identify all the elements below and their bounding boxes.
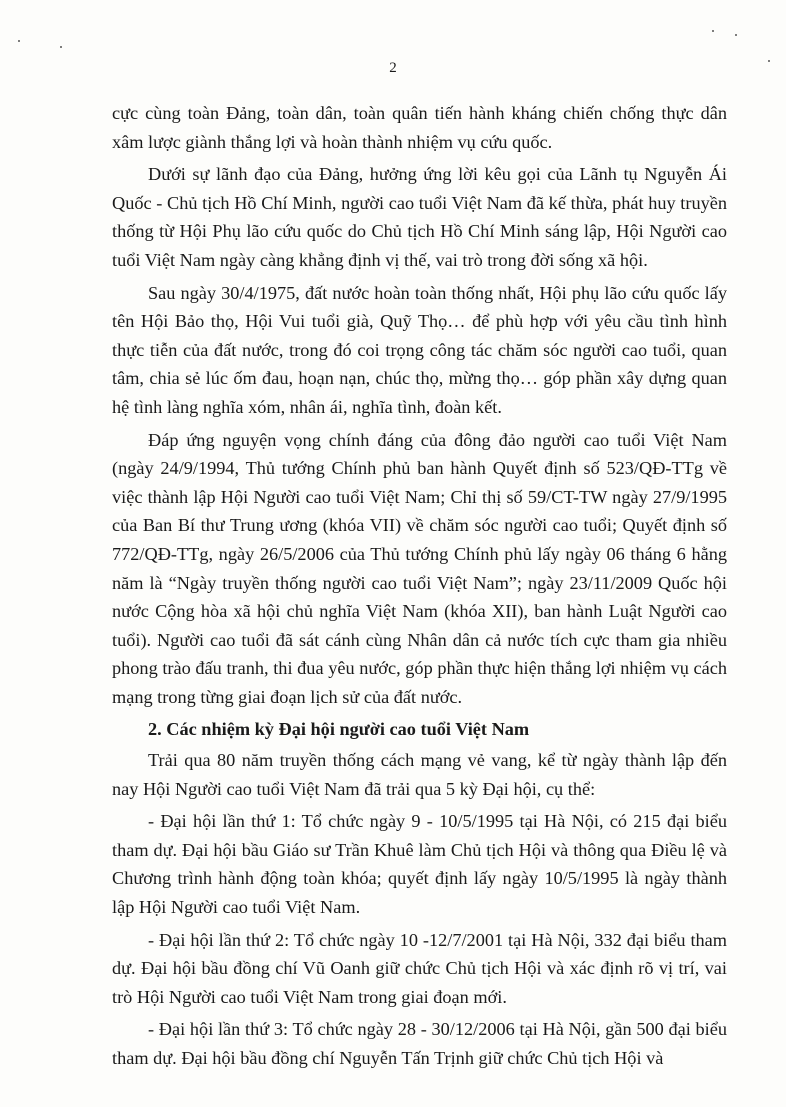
paragraph: Sau ngày 30/4/1975, đất nước hoàn toàn thống nhất, Hội phụ lão cứu quốc lấy tên Hội Bảo thọ, Hội Vui tuổi già, Quỹ Thọ… để phù hợp với yêu cầu tình hình thực tiễn của đất nước, trong đó coi trọng công tác chăm sóc người cao tuổi, quan tâm, chia sẻ lúc ốm đau, hoạn nạn, chúc thọ, mừng thọ… góp phần xây dựng quan hệ tình làng nghĩa xóm, nhân ái, nghĩa tình, đoàn kết. [112,282,727,417]
document-body [112,99,727,1077]
list-item: - Đại hội lần thứ 3: Tổ chức ngày 28 - 30/12/2006 tại Hà Nội, gần 500 đại biểu tham dự. Đại hội bầu đồng chí Nguyễn Tấn Trịnh giữ chức Chủ tịch Hội và [112,1019,727,1068]
paragraph: Dưới sự lãnh đạo của Đảng, hưởng ứng lời kêu gọi của Lãnh tụ Nguyễn Ái Quốc - Chủ tịch Hồ Chí Minh, người cao tuổi Việt Nam đã kế thừa, phát huy truyền thống từ Hội Phụ lão cứu quốc do Chủ tịch Hồ Chí Minh sáng lập, Hội Người cao tuổi Việt Nam ngày càng khẳng định vị thế, vai trò trong đời sống xã hội. [112,164,727,270]
paragraph: Đáp ứng nguyện vọng chính đáng của đông đảo người cao tuổi Việt Nam (ngày 24/9/1994, Thủ tướng Chính phủ ban hành Quyết định số 523/QĐ-TTg về việc thành lập Hội Người cao tuổi Việt Nam; Chỉ thị số 59/CT-TW ngày 27/9/1995 của Ban Bí thư Trung ương (khóa VII) về chăm sóc người cao tuổi; Quyết định số 772/QĐ-TTg, ngày 26/5/2006 của Thủ tướng Chính phủ lấy ngày 06 tháng 6 hằng năm là “Ngày truyền thống người cao tuổi Việt Nam”; ngày 23/11/2009 Quốc hội nước Cộng hòa xã hội chủ nghĩa Việt Nam (khóa XII), ban hành Luật Người cao tuổi). Người cao tuổi đã sát cánh cùng Nhân dân cả nước tích cực tham gia nhiều phong trào đấu tranh, thi đua yêu nước, góp phần thực hiện thắng lợi nhiệm vụ cách mạng trong từng giai đoạn lịch sử của đất nước. [112,429,727,707]
scan-speck [60,46,62,48]
scan-speck [18,40,20,42]
section-heading: 2. Các nhiệm kỳ Đại hội người cao tuổi Việt Nam [148,719,530,740]
paragraph: cực cùng toàn Đảng, toàn dân, toàn quân tiến hành kháng chiến chống thực dân xâm lược giành thắng lợi và hoàn thành nhiệm vụ cứu quốc. [112,103,727,152]
scan-speck [735,34,737,36]
scan-speck [712,30,714,32]
page-number: 2 [389,60,397,76]
list-item: - Đại hội lần thứ 1: Tổ chức ngày 9 - 10/5/1995 tại Hà Nội, có 215 đại biểu tham dự. Đại hội bầu Giáo sư Trần Khuê làm Chủ tịch Hội và thông qua Điều lệ và Chương trình hành động toàn khóa; quyết định lấy ngày 10/5/1995 là ngày thành lập Hội Người cao tuổi Việt Nam. [112,811,727,918]
list-item: - Đại hội lần thứ 2: Tổ chức ngày 10 -12/7/2001 tại Hà Nội, 332 đại biểu tham dự. Đại hội bầu đồng chí Vũ Oanh giữ chức Chủ tịch Hội và xác định rõ vị trí, vai trò Hội Người cao tuổi Việt Nam trong giai đoạn mới. [112,929,727,1007]
paragraph: Trải qua 80 năm truyền thống cách mạng vẻ vang, kể từ ngày thành lập đến nay Hội Người cao tuổi Việt Nam đã trải qua 5 kỳ Đại hội, cụ thể: [112,750,727,799]
